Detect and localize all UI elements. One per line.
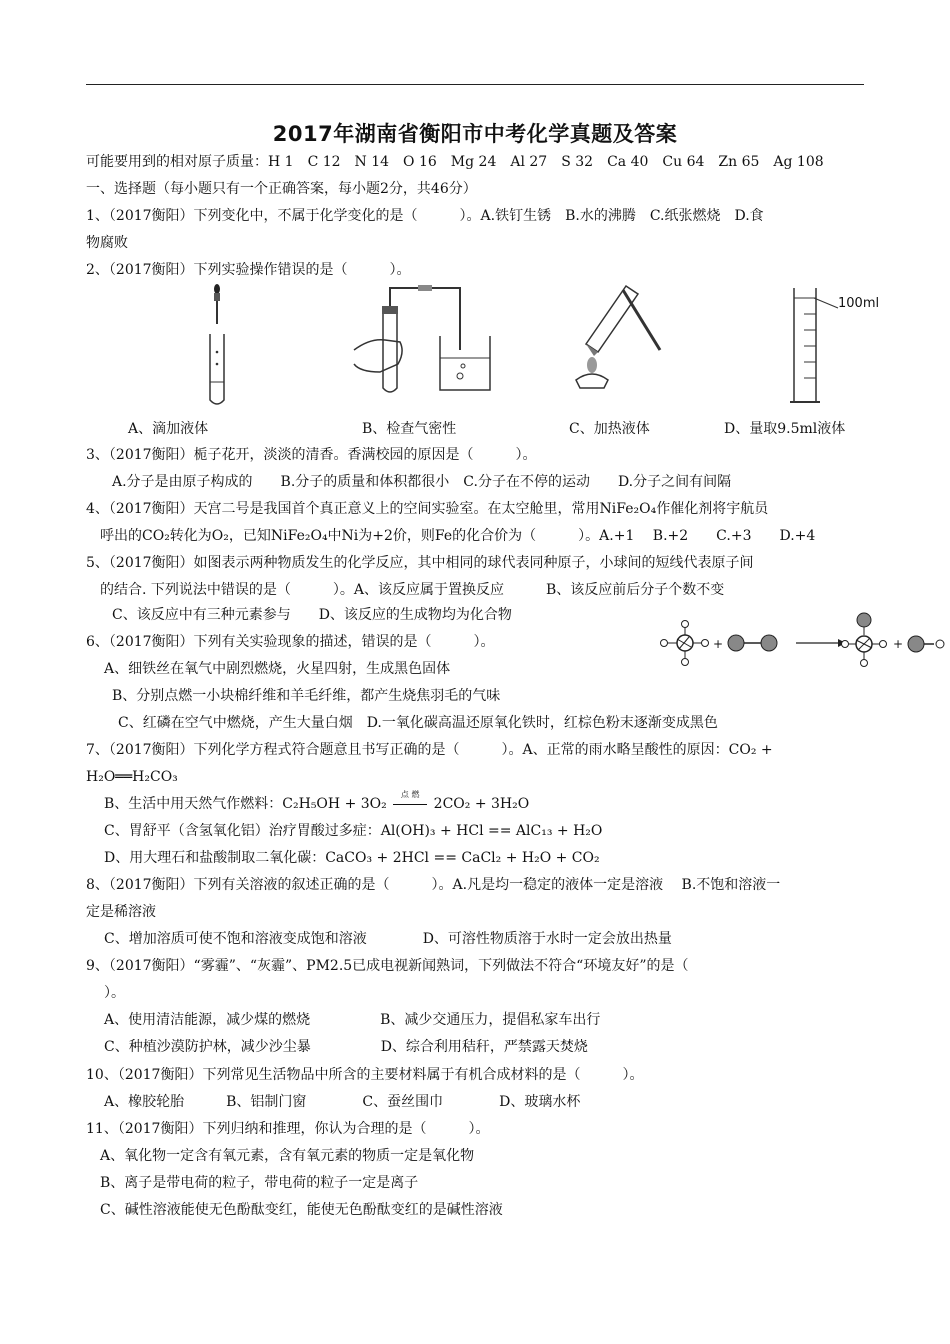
q1-line1: 1、（2017衡阳）下列变化中，不属于化学变化的是（ ）。A.铁钉生锈 B.水的沸腾 C.纸张燃烧 D.食 xyxy=(86,208,764,224)
q7-b-right: 2CO₂ + 3H₂O xyxy=(433,796,530,812)
q7-line2: H₂O══H₂CO₃ xyxy=(86,769,178,785)
airtightness-figure xyxy=(350,280,500,400)
q9-line2: ）。 xyxy=(104,985,125,1001)
caption-c: C、加热液体 xyxy=(569,421,650,437)
q7-option-d: D、用大理石和盐酸制取二氧化碳：CaCO₃ + 2HCl == CaCl₂ + H₂O + CO₂ xyxy=(104,850,600,866)
cylinder-label: 100ml xyxy=(838,296,880,311)
reaction-condition-arrow xyxy=(391,790,429,814)
q3-stem: 3、（2017衡阳）栀子花开，淡淡的清香。香满校园的原因是（ ）。 xyxy=(86,447,537,463)
q6-stem: 6、（2017衡阳）下列有关实验现象的描述，错误的是（ ）。 xyxy=(86,634,495,650)
q11-option-c: C、碱性溶液能使无色酚酞变红，能使无色酚酞变红的是碱性溶液 xyxy=(100,1202,503,1218)
caption-a: A、滴加液体 xyxy=(128,421,209,437)
page-title: 2017年湖南省衡阳市中考化学真题及答案 xyxy=(272,122,678,146)
q10-stem: 10、（2017衡阳）下列常见生活物品中所含的主要材料属于有机合成材料的是（ ）。 xyxy=(86,1067,644,1083)
q9-line4: C、种植沙漠防护林，减少沙尘暴 D、综合利用秸秆，严禁露天焚烧 xyxy=(104,1039,588,1055)
q6-option-b: B、分别点燃一小块棉纤维和羊毛纤维，都产生烧焦羽毛的气味 xyxy=(112,688,501,704)
q5-line1: 5、（2017衡阳）如图表示两种物质发生的化学反应，其中相同的球代表同种原子，小球间的短线代表原子间 xyxy=(86,555,754,571)
reaction-plus-2: + xyxy=(893,637,904,651)
q8-line3: C、增加溶质可使不饱和溶液变成饱和溶液 D、可溶性物质溶于水时一定会放出热量 xyxy=(104,931,672,947)
top-rule xyxy=(86,84,864,85)
q7-option-c: C、胃舒平（含氢氧化铝）治疗胃酸过多症：Al(OH)₃ + HCl == AlC₁₃ + H₂O xyxy=(104,823,603,839)
q7-line1: 7、（2017衡阳）下列化学方程式符合题意且书写正确的是（ ）。A、正常的雨水略呈酸性的原因：CO₂ + xyxy=(86,742,773,758)
q9-line3: A、使用清洁能源，减少煤的燃烧 B、减少交通压力，提倡私家车出行 xyxy=(104,1012,601,1028)
q9-line1: 9、（2017衡阳）“雾霾”、“灰霾”、PM2.5已成电视新闻熟词，下列做法不符合“环境友好”的是（ xyxy=(86,958,689,974)
q4-line1: 4、（2017衡阳）天宫二号是我国首个真正意义上的空间实验室。在太空舱里，常用NiFe₂O₄作催化剂将宇航员 xyxy=(86,501,769,517)
q11-option-b: B、离子是带电荷的粒子，带电荷的粒子一定是离子 xyxy=(100,1175,419,1191)
caption-d: D、量取9.5ml液体 xyxy=(724,421,846,437)
atomic-masses: 可能要用到的相对原子质量：H 1 C 12 N 14 O 16 Mg 24 Al 27 S 32 Ca 40 Cu 64 Zn 65 Ag 108 xyxy=(86,154,824,170)
q1-line2: 物腐败 xyxy=(86,235,128,251)
q5-line2: 的结合. 下列说法中错误的是（ ）。A、该反应属于置换反应 B、该反应前后分子个数不变 xyxy=(100,582,725,598)
reaction-plus-1: + xyxy=(713,637,724,651)
heating-liquid-figure xyxy=(568,280,668,395)
q6-option-a: A、细铁丝在氧气中剧烈燃烧，火星四射，生成黑色固体 xyxy=(104,661,451,677)
q3-options: A.分子是由原子构成的 B.分子的质量和体积都很小 C.分子在不停的运动 D.分子之间有间隔 xyxy=(112,474,732,490)
q10-options: A、橡胶轮胎 B、铝制门窗 C、蚕丝围巾 D、玻璃水杯 xyxy=(104,1094,581,1110)
caption-b: B、检查气密性 xyxy=(362,421,457,437)
q5-line3: C、该反应中有三种元素参与 D、该反应的生成物均为化合物 xyxy=(112,607,512,623)
q4-line2: 呼出的CO₂转化为O₂，已知NiFe₂O₄中Ni为+2价，则Fe的化合价为（ ）。A.+1 B.+2 C.+3 D.+4 xyxy=(100,528,816,544)
q8-line1: 8、（2017衡阳）下列有关溶液的叙述正确的是（ ）。A.凡是均一稳定的液体一定是溶液 B.不饱和溶液一 xyxy=(86,877,781,893)
reaction-condition: 点 燃 xyxy=(400,790,420,799)
q7-b-left: B、生活中用天然气作燃料：C₂H₅OH + 3O₂ xyxy=(104,796,387,812)
section-heading: 一、选择题（每小题只有一个正确答案，每小题2分，共46分） xyxy=(86,181,477,197)
q8-line2: 定是稀溶液 xyxy=(86,904,156,920)
q11-stem: 11、（2017衡阳）下列归纳和推理，你认为合理的是（ ）。 xyxy=(86,1121,490,1137)
q2-stem: 2、（2017衡阳）下列实验操作错误的是（ ）。 xyxy=(86,262,411,278)
q7-option-b xyxy=(104,790,530,814)
q6-option-c: C、红磷在空气中燃烧，产生大量白烟 D.一氧化碳高温还原氧化铁时，红棕色粉末逐渐变成黑色 xyxy=(118,715,718,731)
q11-option-a: A、氧化物一定含有氧元素，含有氧元素的物质一定是氧化物 xyxy=(100,1148,475,1164)
dropper-tube-figure xyxy=(200,282,240,412)
